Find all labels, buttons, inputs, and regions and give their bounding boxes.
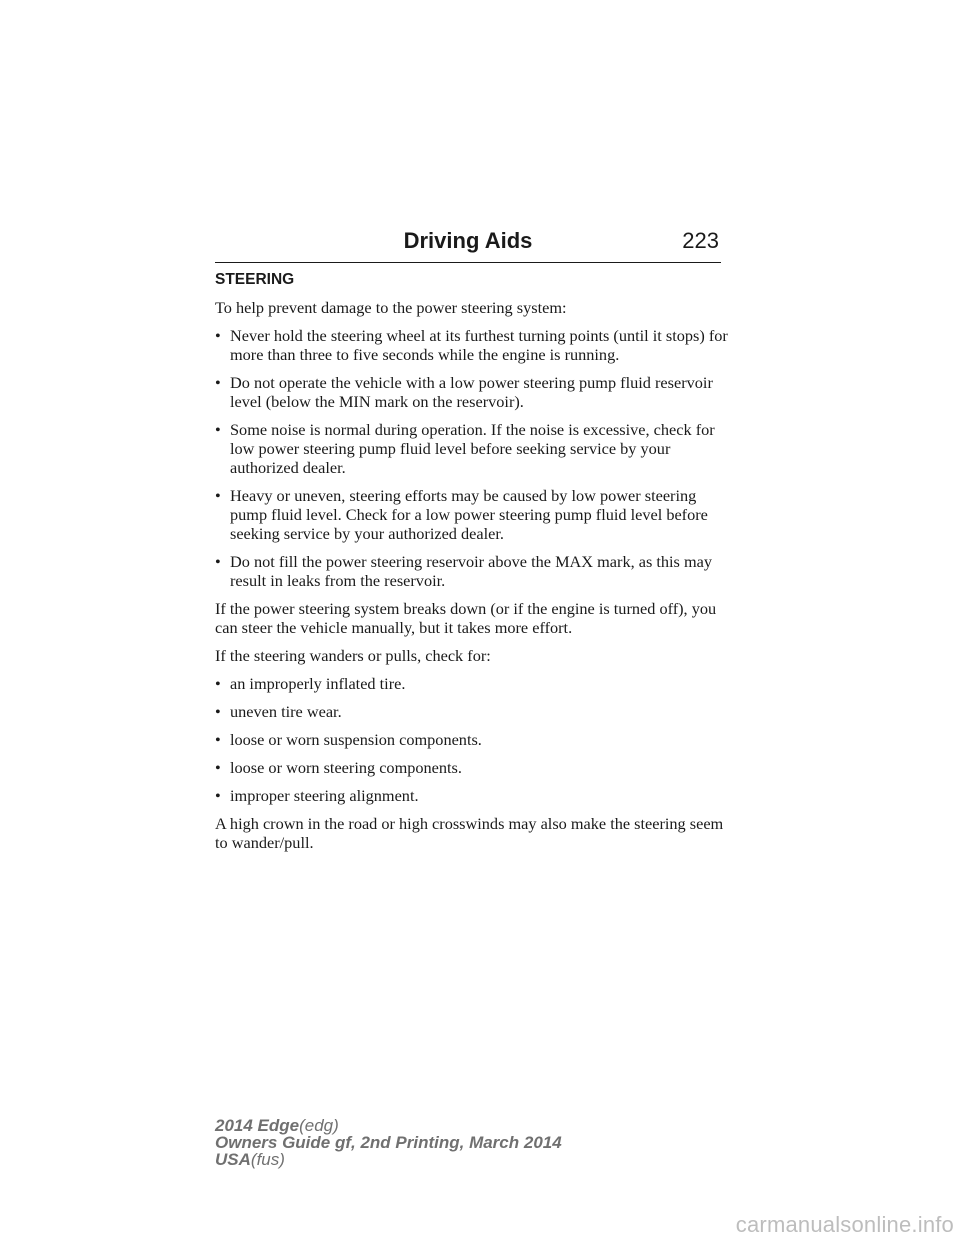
section-heading: STEERING	[215, 271, 295, 288]
bullet-icon: •	[215, 373, 221, 392]
list-item-text: Do not operate the vehicle with a low power steering pump fluid reservoir level (below the MIN mark on the reservoir).	[230, 373, 713, 411]
footer-line-model	[215, 1117, 562, 1134]
list-item-text: loose or worn suspension components.	[230, 730, 482, 749]
page-number: 223	[682, 228, 719, 253]
list-item	[215, 486, 735, 543]
bullet-icon: •	[215, 730, 221, 749]
intro-paragraph: To help prevent damage to the power steering system:	[215, 298, 567, 317]
breakdown-paragraph: If the power steering system breaks down (or if the engine is turned off), you can steer the vehicle manually, but it takes more effort.	[215, 599, 717, 637]
footer-market-name: USA	[215, 1150, 251, 1169]
list-item	[215, 702, 735, 721]
list-item	[215, 373, 735, 411]
list-item-text: Some noise is normal during operation. If the noise is excessive, check for low power steering pump fluid level before seeking service by your authorized dealer.	[230, 420, 715, 477]
footer-line-printing: Owners Guide gf, 2nd Printing, March 2014	[215, 1133, 562, 1152]
list-item-text: loose or worn steering components.	[230, 758, 462, 777]
footer-model-name: 2014 Edge	[215, 1116, 300, 1135]
footer-market-code: (fus)	[250, 1150, 285, 1169]
bullet-icon: •	[215, 786, 221, 805]
list-item	[215, 420, 735, 477]
list-item-text: Heavy or uneven, steering efforts may be caused by low power steering pump fluid level. Check for a low power steering pump fluid level before seeking service by your authorized dealer.	[230, 486, 708, 543]
wander-intro-paragraph: If the steering wanders or pulls, check for:	[215, 646, 491, 665]
bullet-icon: •	[215, 758, 221, 777]
bullet-icon: •	[215, 486, 221, 505]
list-item	[215, 730, 735, 749]
list-item	[215, 552, 735, 590]
list-item	[215, 674, 735, 693]
list-item	[215, 326, 735, 364]
document-footer	[215, 1117, 562, 1168]
page-content	[215, 270, 735, 861]
list-item-text: Never hold the steering wheel at its furthest turning points (until it stops) for more than three to five seconds while the engine is running.	[230, 326, 728, 364]
footer-line-market	[215, 1151, 562, 1168]
bullet-icon: •	[215, 702, 221, 721]
bullet-icon: •	[215, 420, 221, 439]
closing-paragraph: A high crown in the road or high crosswinds may also make the steering seem to wander/pull.	[215, 814, 724, 852]
wander-checklist	[215, 674, 735, 805]
list-item	[215, 786, 735, 805]
footer-model-code: (edg)	[299, 1116, 339, 1135]
bullet-icon: •	[215, 326, 221, 345]
page-header	[215, 226, 721, 263]
list-item	[215, 758, 735, 777]
bullet-icon: •	[215, 552, 221, 571]
list-item-text: an improperly inflated tire.	[230, 674, 406, 693]
list-item-text: uneven tire wear.	[230, 702, 342, 721]
bullet-icon: •	[215, 674, 221, 693]
section-title: Driving Aids	[403, 228, 533, 253]
prevention-list	[215, 326, 735, 590]
list-item-text: Do not fill the power steering reservoir above the MAX mark, as this may result in leaks from the reservoir.	[230, 552, 712, 590]
list-item-text: improper steering alignment.	[230, 786, 419, 805]
watermark: carmanualsonline.info	[735, 1212, 954, 1237]
